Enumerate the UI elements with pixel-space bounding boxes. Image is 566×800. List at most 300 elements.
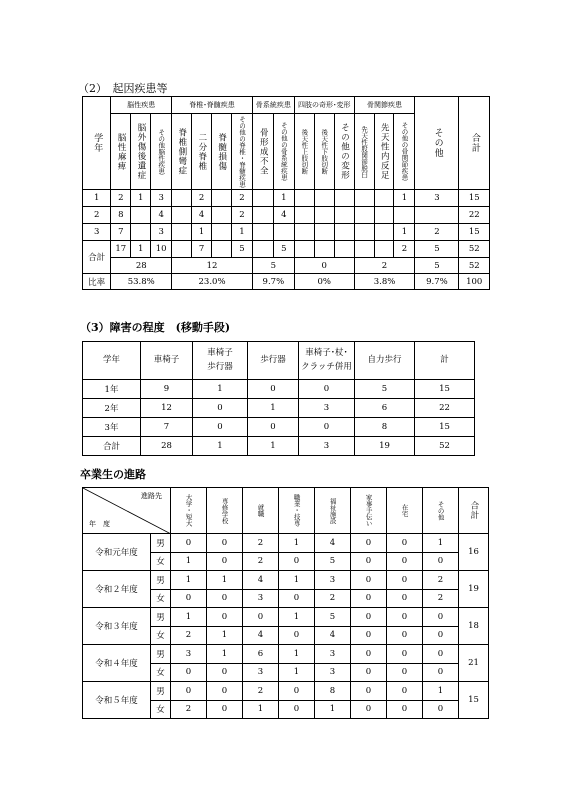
path-cell: 0 [279,700,315,719]
corner-header [83,488,171,534]
data-cell [172,190,192,207]
path-header-label: 職業・技専 [292,494,301,527]
data-cell [415,207,459,224]
group-header-bone: 骨系統疾患 [252,97,294,114]
path-header-label: 在宅 [400,504,409,517]
graduate-path-table [82,487,489,719]
corner-top-label: 進路先 [141,492,162,500]
mobility-cell: 1 [248,399,299,418]
data-cell: 2 [231,207,252,224]
group-header-joint: 骨関節疾患 [354,97,415,114]
path-header [423,488,459,534]
total-cell: 10 [151,241,172,258]
year-header: 学年 [83,97,111,190]
mobility-cell: 0 [299,380,355,399]
mobility-year: 合計 [83,437,141,456]
sub-header [151,114,172,190]
data-cell: 2 [111,190,131,207]
path-row [83,534,489,553]
path-cell: 2 [315,589,351,608]
sub-header-label: 先天性内反足 [379,123,390,180]
total-cell [294,241,314,258]
path-cell: 1 [171,608,207,627]
data-cell [334,207,354,224]
path-total-header-label: 合計 [468,501,479,520]
data-cell [314,207,334,224]
path-cell: 0 [351,626,387,645]
data-cell [374,190,394,207]
data-cell: 22 [459,207,490,224]
path-row [83,571,489,590]
mobility-cell: 0 [299,418,355,437]
total-cell: 5 [415,241,459,258]
path-header [315,488,351,534]
mobility-cell: 6 [355,399,415,418]
ratio-cell: 0% [294,274,354,290]
group-total-cell: 28 [111,258,172,274]
data-cell [354,207,374,224]
sex-label: 女 [151,626,171,645]
data-cell [374,207,394,224]
total-header: 合計 [459,97,490,190]
mobility-cell: 0 [248,380,299,399]
path-cell: 0 [387,700,423,719]
group-header-row [83,97,490,114]
data-cell: 4 [151,207,172,224]
path-cell: 0 [387,534,423,553]
group-total-cell: 5 [415,258,459,274]
ratio-cell: 53.8% [111,274,172,290]
path-cell: 1 [279,645,315,664]
total-row [83,241,490,258]
path-cell: 0 [207,589,243,608]
path-cell: 0 [279,589,315,608]
path-year-label: 令和元年度 [83,534,151,571]
path-header-label: 大学・短大 [184,494,193,527]
cause-disease-table [82,96,490,290]
sub-header-label: 脳性麻痺 [116,132,127,171]
mobility-row [83,399,475,418]
sub-header-label: 二分脊椎 [196,132,207,171]
path-cell: 0 [351,645,387,664]
path-year-label: 令和４年度 [83,645,151,682]
other-header: その他 [415,97,459,190]
path-cell: 1 [207,571,243,590]
path-cell: 0 [207,663,243,682]
path-cell: 1 [171,552,207,571]
corner-bottom-label: 年 度 [89,520,110,528]
data-cell [294,207,314,224]
path-cell: 0 [207,700,243,719]
path-header [243,488,279,534]
path-year-label: 令和３年度 [83,608,151,645]
data-cell [252,224,273,241]
total-label: 合計 [83,241,111,274]
mobility-cell: 8 [355,418,415,437]
mobility-header: 自力歩行 [355,342,415,380]
path-cell: 0 [351,552,387,571]
path-header-label: その他 [436,500,445,521]
mobility-header: 車椅子 歩行器 [193,342,248,380]
path-cell: 2 [171,626,207,645]
mobility-cell: 7 [141,418,193,437]
data-cell: 4 [273,207,294,224]
data-cell [314,224,334,241]
data-cell [212,224,232,241]
path-cell: 0 [351,682,387,701]
path-cell: 0 [423,608,459,627]
path-cell: 0 [387,626,423,645]
path-cell: 5 [315,552,351,571]
sex-label: 女 [151,663,171,682]
data-cell: 1 [131,190,151,207]
path-cell: 0 [207,534,243,553]
data-cell: 1 [273,190,294,207]
total-cell: 52 [459,241,490,258]
path-cell: 0 [171,589,207,608]
mobility-cell: 1 [193,437,248,456]
path-cell: 0 [387,645,423,664]
mobility-cell: 15 [415,380,475,399]
mobility-cell: 15 [415,418,475,437]
data-cell: 1 [192,224,212,241]
data-cell: 3 [151,224,172,241]
data-cell [354,224,374,241]
sub-header [131,114,151,190]
data-cell: 1 [394,224,415,241]
data-cell: 1 [231,224,252,241]
sex-label: 女 [151,700,171,719]
sub-header-label: 脊椎側彎症 [176,127,187,176]
mobility-year: 1年 [83,380,141,399]
path-cell: 2 [423,589,459,608]
section2-title: （3）障害の程度 (移動手段) [80,321,231,334]
mobility-row [83,418,475,437]
group-total-row [83,258,490,274]
group-total-cell: 12 [172,258,253,274]
path-header [387,488,423,534]
mobility-cell: 19 [355,437,415,456]
data-cell: 3 [151,190,172,207]
ratio-cell: 3.8% [354,274,415,290]
path-cell: 3 [243,663,279,682]
path-cell: 1 [207,645,243,664]
mobility-cell: 1 [193,380,248,399]
sub-header-label: その他の変形 [339,123,350,180]
data-cell [212,207,232,224]
ratio-cell: 9.7% [415,274,459,290]
sub-header-label: 脊髄損傷 [216,132,227,171]
path-cell: 0 [423,626,459,645]
mobility-cell: 9 [141,380,193,399]
path-header [207,488,243,534]
data-cell [334,224,354,241]
path-cell: 5 [315,608,351,627]
total-cell: 17 [111,241,131,258]
path-cell: 0 [171,534,207,553]
path-header [279,488,315,534]
total-cell [314,241,334,258]
ratio-cell: 9.7% [252,274,294,290]
path-year-total: 18 [459,608,489,645]
path-cell: 1 [207,626,243,645]
data-cell [252,190,273,207]
path-year-total: 19 [459,571,489,608]
path-cell: 0 [351,534,387,553]
mobility-cell: 0 [193,418,248,437]
path-cell: 6 [243,645,279,664]
sub-header-label: 後天性下肢切断 [320,128,329,175]
group-header-spine: 脊椎･脊髄疾患 [172,97,253,114]
total-cell: 2 [394,241,415,258]
path-cell: 4 [243,626,279,645]
total-cell [252,241,273,258]
mobility-header: 学年 [83,342,141,380]
data-cell [294,224,314,241]
sub-header-label: 骨形成不全 [258,127,269,176]
year-row [83,224,490,241]
mobility-cell: 22 [415,399,475,418]
path-cell: 0 [423,645,459,664]
path-cell: 0 [279,682,315,701]
year-label: 2 [83,207,111,224]
path-cell: 2 [423,571,459,590]
path-cell: 1 [171,571,207,590]
mobility-year: 3年 [83,418,141,437]
mobility-cell: 5 [355,380,415,399]
data-cell: 3 [415,190,459,207]
path-cell: 2 [243,682,279,701]
group-total-cell: 2 [354,258,415,274]
path-year-label: 令和２年度 [83,571,151,608]
data-cell [334,190,354,207]
total-cell [172,241,192,258]
path-cell: 2 [243,552,279,571]
data-cell [374,224,394,241]
sub-header [294,114,314,190]
path-cell: 4 [315,534,351,553]
mobility-year: 2年 [83,399,141,418]
sex-label: 男 [151,571,171,590]
sex-label: 男 [151,534,171,553]
path-header-label: 家事手伝い [364,494,373,527]
sex-label: 男 [151,682,171,701]
year-label: 1 [83,190,111,207]
path-cell: 1 [279,571,315,590]
section1-title: （2） 起因疾患等 [78,82,168,95]
total-cell [212,241,232,258]
sub-header-label: 先天性股関節脱臼 [360,125,369,178]
sub-header [374,114,394,190]
data-cell [172,224,192,241]
total-cell: 5 [273,241,294,258]
sub-header-label: その他の脊椎・脊髄疾患 [237,115,246,188]
path-header-label: 就職 [256,504,265,517]
group-total-cell: 52 [459,258,490,274]
path-cell: 4 [315,626,351,645]
path-cell: 8 [315,682,351,701]
path-cell: 0 [387,589,423,608]
sub-header-label: その他脳性疾患 [157,128,166,175]
path-cell: 0 [171,663,207,682]
sub-header-label: その他の骨系統疾患 [279,122,288,181]
sex-label: 女 [151,589,171,608]
path-cell: 3 [171,645,207,664]
path-cell: 0 [279,626,315,645]
data-cell [354,190,374,207]
group-header-limb: 四肢の奇形･変形 [294,97,354,114]
path-cell: 1 [279,534,315,553]
mobility-header: 車椅子･杖･ クラッチ併用 [299,342,355,380]
data-cell: 4 [192,207,212,224]
data-cell: 15 [459,224,490,241]
data-cell: 2 [192,190,212,207]
path-cell: 0 [351,571,387,590]
path-total-header [459,488,489,534]
data-cell [273,224,294,241]
mobility-cell: 52 [415,437,475,456]
mobility-cell: 1 [248,437,299,456]
path-cell: 0 [207,608,243,627]
sub-header [314,114,334,190]
path-cell: 0 [207,552,243,571]
path-cell: 0 [351,663,387,682]
mobility-header: 計 [415,342,475,380]
mobility-row [83,380,475,399]
sub-header [354,114,374,190]
path-header [171,488,207,534]
sub-header [273,114,294,190]
sub-header [252,114,273,190]
mobility-table [82,341,475,456]
mobility-cell: 12 [141,399,193,418]
year-row [83,207,490,224]
path-cell: 0 [351,589,387,608]
data-cell [294,190,314,207]
path-cell: 0 [207,682,243,701]
mobility-header: 歩行器 [248,342,299,380]
path-year-total: 21 [459,645,489,682]
path-year-total: 16 [459,534,489,571]
path-cell: 3 [315,663,351,682]
sex-label: 男 [151,608,171,627]
data-cell: 2 [231,190,252,207]
path-cell: 0 [279,552,315,571]
data-cell [394,207,415,224]
group-total-cell: 5 [252,258,294,274]
ratio-cell: 100 [459,274,490,290]
path-cell: 0 [423,552,459,571]
path-cell: 0 [351,608,387,627]
path-row [83,645,489,664]
path-row [83,682,489,701]
group-header-brain: 脳性疾患 [111,97,172,114]
path-cell: 0 [387,608,423,627]
path-row [83,608,489,627]
data-cell: 15 [459,190,490,207]
mobility-cell: 3 [299,437,355,456]
sub-header-label: その他の骨関節疾患 [400,122,409,181]
path-year-label: 令和５年度 [83,682,151,719]
mobility-header-row [83,342,475,380]
total-cell [354,241,374,258]
path-header-label: 専修学校 [220,497,229,524]
ratio-cell: 23.0% [172,274,253,290]
sub-header [334,114,354,190]
path-cell: 1 [279,608,315,627]
mobility-row [83,437,475,456]
path-cell: 0 [351,700,387,719]
path-cell: 1 [423,534,459,553]
mobility-cell: 3 [299,399,355,418]
path-cell: 2 [171,700,207,719]
sub-header [172,114,192,190]
path-cell: 0 [387,552,423,571]
data-cell [314,190,334,207]
data-cell [252,207,273,224]
ratio-label: 比率 [83,274,111,290]
data-cell: 8 [111,207,131,224]
mobility-cell: 28 [141,437,193,456]
mobility-cell: 0 [248,418,299,437]
sex-label: 男 [151,645,171,664]
data-cell [212,190,232,207]
path-cell: 1 [423,682,459,701]
ratio-row [83,274,490,290]
data-cell: 7 [111,224,131,241]
path-cell: 2 [243,534,279,553]
sub-header-label: 脳外傷後遺症 [136,123,146,180]
data-cell: 2 [415,224,459,241]
path-cell: 4 [243,571,279,590]
sub-header [212,114,232,190]
path-cell: 3 [315,571,351,590]
section3-title: 卒業生の進路 [80,468,146,481]
path-cell: 0 [423,700,459,719]
path-cell: 0 [243,608,279,627]
year-row [83,190,490,207]
path-header [351,488,387,534]
sex-label: 女 [151,552,171,571]
path-cell: 1 [243,700,279,719]
sub-header [394,114,415,190]
path-cell: 0 [387,571,423,590]
path-cell: 0 [423,663,459,682]
path-cell: 1 [315,700,351,719]
sub-header [231,114,252,190]
path-cell: 1 [279,663,315,682]
path-cell: 3 [315,645,351,664]
sub-header-label: 後天性上肢切断 [300,128,309,175]
group-total-cell: 0 [294,258,354,274]
mobility-cell: 0 [193,399,248,418]
mobility-header: 車椅子 [141,342,193,380]
data-cell [131,224,151,241]
total-cell [374,241,394,258]
total-cell: 5 [231,241,252,258]
data-cell: 1 [394,190,415,207]
total-cell: 1 [131,241,151,258]
year-label: 3 [83,224,111,241]
total-cell [334,241,354,258]
path-cell: 0 [171,682,207,701]
path-header-row [83,488,489,534]
path-cell: 0 [387,663,423,682]
data-cell [172,207,192,224]
sub-header [192,114,212,190]
path-year-total: 15 [459,682,489,719]
data-cell [131,207,151,224]
